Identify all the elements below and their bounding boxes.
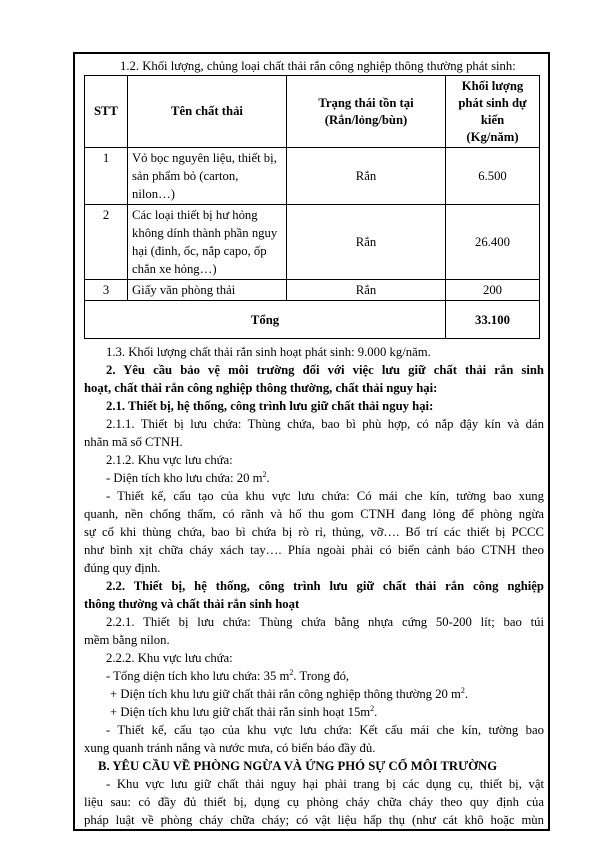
heading-2-line-2: hoạt, chất thải rắn công nghiệp thông thường, chất thải nguy hại:	[84, 381, 438, 395]
para-2-2-1-line-1: 2.2.1. Thiết bị lưu chứa: Thùng chứa bằng nhựa cứng 50-200 lít; bao túi	[106, 615, 544, 629]
table-row	[85, 205, 540, 280]
row-stt: 2	[85, 205, 128, 280]
waste-table	[84, 75, 540, 339]
row-amount: 26.400	[446, 205, 540, 280]
row-name: Giấy văn phòng thải	[128, 280, 287, 301]
header-state: Trạng thái tồn tại (Rắn/lỏng/bùn)	[287, 76, 446, 148]
struct1-line-4: như bình xịt chữa cháy xách tay…. Phía ngoài phải có biển cảnh báo CTNH theo	[84, 543, 544, 557]
heading-2-line-1: 2. Yêu cầu bảo vệ môi trường đối với việc lưu giữ chất thải rắn sinh	[106, 363, 544, 377]
row-name: Vỏ bọc nguyên liệu, thiết bị, sản phẩm bỏ (carton, nilon…)	[128, 148, 287, 205]
heading-2-1: 2.1. Thiết bị, hệ thống, công trình lưu giữ chất thải nguy hại:	[106, 399, 434, 413]
table-total-row	[85, 301, 540, 339]
struct1-line-1: - Thiết kế, cấu tạo của khu vực lưu chứa: Có mái che kín, tường bao xung	[106, 489, 544, 503]
domestic-storage-area: + Diện tích khu lưu giữ chất thải rắn sinh hoạt $15m^2$.	[110, 703, 378, 719]
struct2-line-2: xung quanh tránh nắng và nước mưa, có biển báo đầy đủ.	[84, 741, 376, 755]
row-state: Rắn	[287, 148, 446, 205]
total-value: 33.100	[446, 301, 540, 339]
heading-2-2-line-2: thông thường và chất thải rắn sinh hoạt	[84, 597, 300, 611]
struct1-line-3: sự cố khi thùng chứa, bao bì chứa bị rò rỉ, thủng, vỡ…. Bố trí các thiết bị PCCC	[84, 525, 544, 539]
para-2-1-2: 2.1.2. Khu vực lưu chứa:	[106, 453, 233, 467]
document-body	[84, 57, 544, 829]
struct2-line-1: - Thiết kế, cấu tạo của khu vực lưu chứa: Kết cấu mái che kín, tường bao	[106, 723, 544, 737]
section-b-line-1: - Khu vực lưu giữ chất thải nguy hại phải trang bị các dụng cụ, thiết bị, vật	[106, 777, 544, 791]
storage-area-hazardous: - Diện tích kho lưu chứa: 20 $m^2$.	[106, 469, 270, 485]
total-storage-area: - Tổng diện tích kho lưu chứa: 35 $m^2$. Trong đó,	[106, 667, 350, 683]
section-b-line-3: pháp luật về phòng cháy chữa cháy; có vật liệu hấp thụ (như cát khô hoặc mùn	[84, 813, 544, 827]
row-amount: 200	[446, 280, 540, 301]
row-amount: 6.500	[446, 148, 540, 205]
table-row	[85, 280, 540, 301]
struct1-line-2: quanh, nền chống thấm, có rãnh và hố thu gom CTNH đang lỏng để phòng ngừa	[84, 507, 544, 521]
header-stt: STT	[85, 76, 128, 148]
section-b-heading: B. YÊU CẦU VỀ PHÒNG NGỪA VÀ ỨNG PHÓ SỰ CỐ MÔI TRƯỜNG	[98, 759, 498, 773]
struct1-line-5: đúng quy định.	[84, 561, 161, 575]
para-2-2-2: 2.2.2. Khu vực lưu chứa:	[106, 651, 233, 665]
row-name: Các loại thiết bị hư hỏng không dính thành phần nguy hại (đinh, ốc, nắp capo, ốp chắn xe hỏng…)	[128, 205, 287, 280]
header-amount: Khối lượng phát sinh dự kiến (Kg/năm)	[446, 76, 540, 148]
row-stt: 1	[85, 148, 128, 205]
total-label: Tổng	[85, 301, 446, 339]
row-state: Rắn	[287, 205, 446, 280]
para-2-1-1-line-1: 2.1.1. Thiết bị lưu chứa: Thùng chứa, bao bì phù hợp, có nắp đậy kín và dán	[106, 417, 544, 431]
paragraph-1-3: 1.3. Khối lượng chất thải rắn sinh hoạt phát sinh: 9.000 kg/năm.	[106, 345, 431, 359]
table-row	[85, 148, 540, 205]
section-b-line-2: liệu sau: có đầy đủ thiết bị, dụng cụ phòng cháy chữa cháy theo quy định của	[84, 795, 544, 809]
heading-2-2-line-1: 2.2. Thiết bị, hệ thống, công trình lưu giữ chất thải rắn công nghiệp	[106, 579, 544, 593]
para-2-1-1-line-2: nhãn mã số CTNH.	[84, 435, 183, 449]
section-1-2-heading: 1.2. Khối lượng, chủng loại chất thải rắn công nghiệp thông thường phát sinh:	[120, 59, 516, 73]
industrial-storage-area: + Diện tích khu lưu giữ chất thải rắn công nghiệp thông thường 20 $m^2$.	[110, 685, 469, 701]
table-header-row	[85, 76, 540, 148]
row-stt: 3	[85, 280, 128, 301]
para-2-2-1-line-2: mềm bằng nilon.	[84, 633, 170, 647]
header-name: Tên chất thải	[128, 76, 287, 148]
row-state: Rắn	[287, 280, 446, 301]
